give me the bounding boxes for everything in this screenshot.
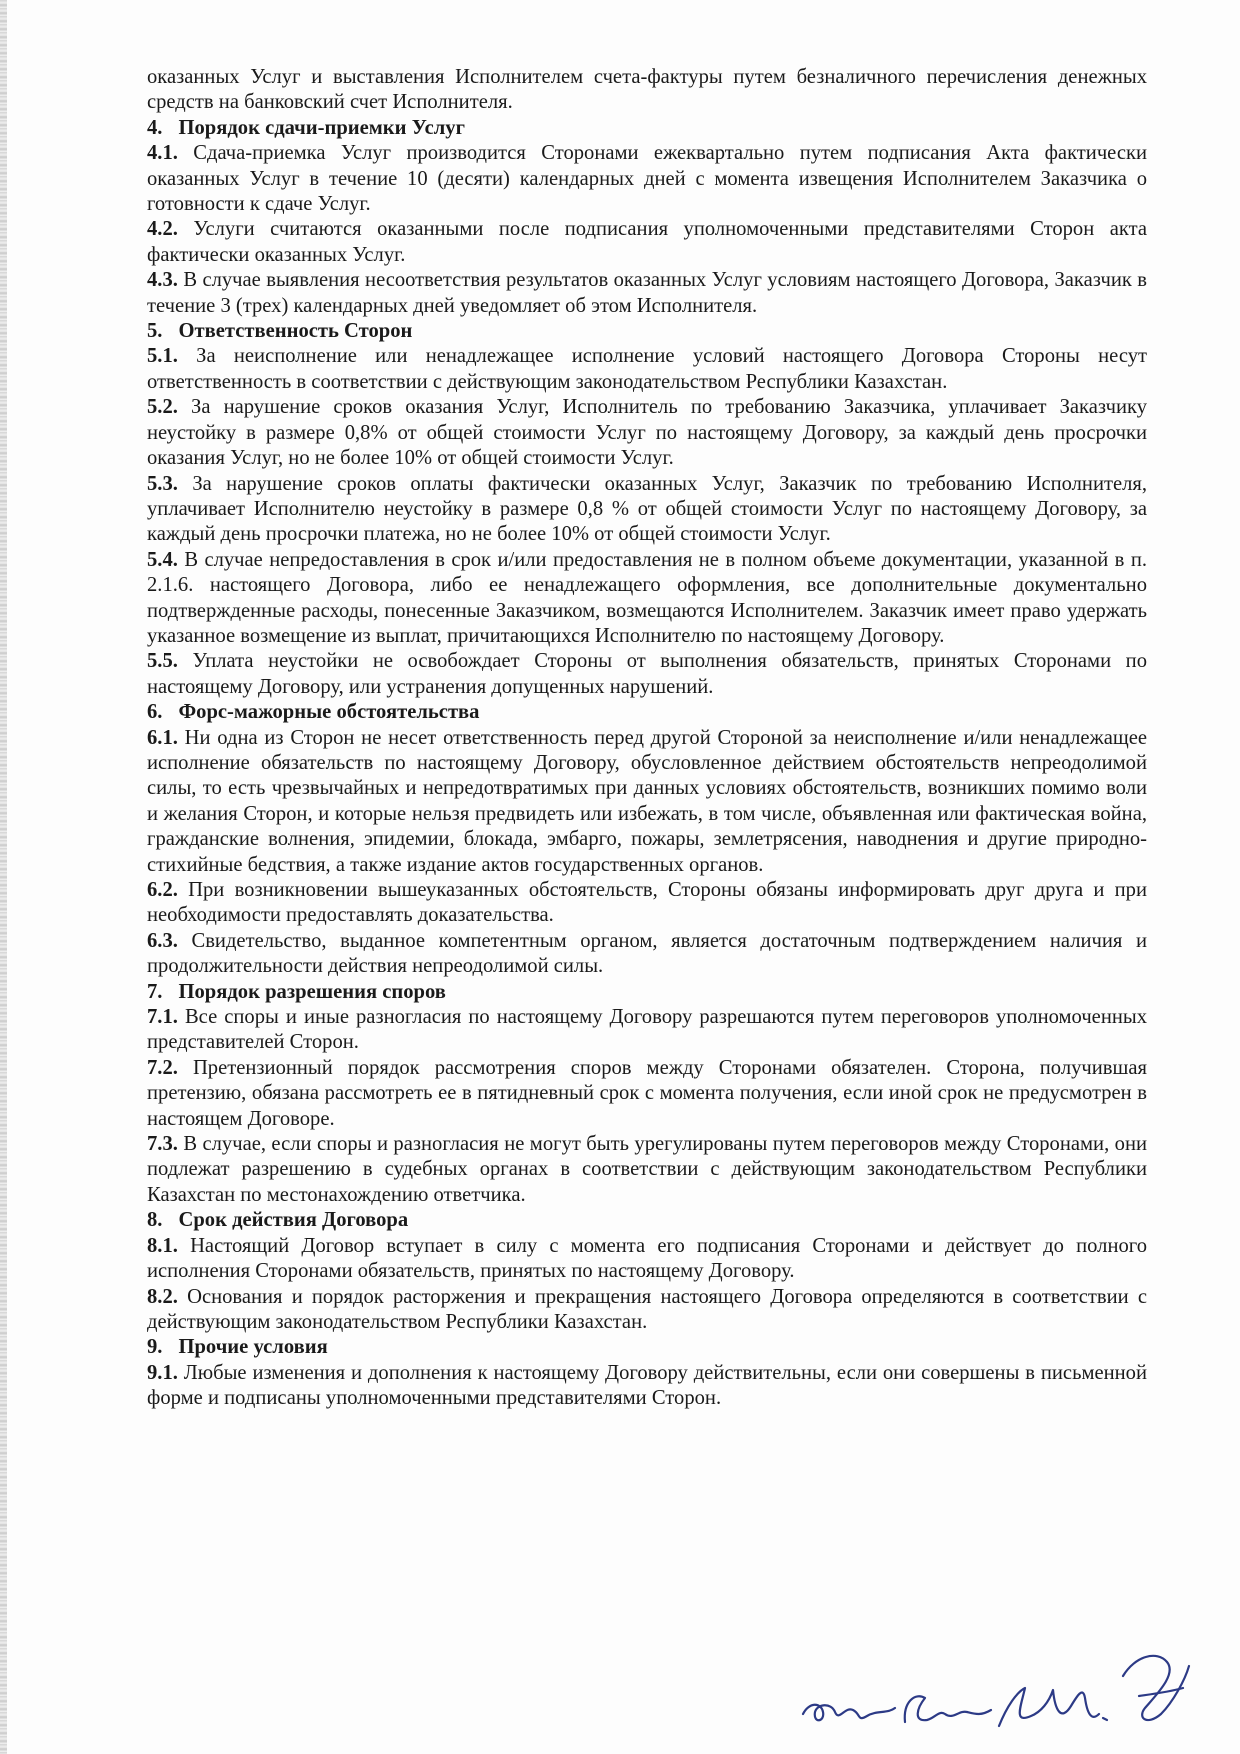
section-6 [147, 700, 1147, 979]
clause-7-1: 7.1. Все споры и иные разногласия по настоящему Договору разрешаются путем переговоров уполномоченных представителей Сторон. [147, 1006, 1147, 1054]
clause-8-2: 8.2. Основания и порядок расторжения и прекращения настоящего Договора определяются в соответствии с действующим законодательством Республики Казахстан. [147, 1285, 1147, 1333]
intro-paragraph: оказанных Услуг и выставления Исполнителем счета-фактуры путем безналичного перечисления денежных средств на банковский счет Исполнителя. [147, 66, 1147, 114]
section-9 [147, 1335, 1147, 1411]
clause-6-1: 6.1. Ни одна из Сторон не несет ответственность перед другой Стороной за неисполнение и/или ненадлежащее исполнение обязательств по настоящему Договору, обусловленное действием обстоятельств непреодолимой силы, то есть чрезвычайных и непредотвратимых при данных условиях обстоятельств, возникших помимо воли и желания Сторон, и которые нельзя предвидеть или избежать, в том числе, объявленная или фактическая война, гражданские волнения, эпидемии, блокада, эмбарго, пожары, землетрясения, наводнения и другие природно-стихийные бедствия, а также издание актов государственных органов. [147, 726, 1147, 876]
scan-edge-artifact [0, 0, 7, 1754]
clause-5-5: 5.5. Уплата неустойки не освобождает Стороны от выполнения обязательств, принятых Сторонами по настоящему Договору, или устранения допущенных нарушений. [147, 650, 1147, 698]
clause-7-3: 7.3. В случае, если споры и разногласия не могут быть урегулированы путем переговоров между Сторонами, они подлежат разрешению в судебных органах в соответствии с действующим законодательством Республики Казахстан по местонахождению ответчика. [147, 1133, 1147, 1206]
clause-9-1: 9.1. Любые изменения и дополнения к настоящему Договору действительны, если они совершены в письменной форме и подписаны уполномоченными представителями Сторон. [147, 1361, 1147, 1410]
section-heading: 8. Срок действия Договора [147, 1209, 409, 1232]
handwritten-signatures [785, 1636, 1220, 1746]
clause-4-1: 4.1. Сдача-приемка Услуг производится Сторонами ежеквартально путем подписания Акта фактически оказанных Услуг в течение 10 (десяти) календарных дней с момента извещения Исполнителем Заказчика о готовности к сдаче Услуг. [147, 142, 1148, 216]
section-heading: 6. Форс-мажорные обстоятельства [147, 701, 480, 724]
section-heading: 4. Порядок сдачи-приемки Услуг [147, 116, 465, 139]
clause-7-2: 7.2. Претензионный порядок рассмотрения споров между Сторонами обязателен. Сторона, получившая претензию, обязана рассмотреть ее в пятидневный срок с момента получения, если иной срок не предусмотрен в настоящем Договоре. [147, 1056, 1147, 1130]
clause-5-3: 5.3. За нарушение сроков оплаты фактически оказанных Услуг, Заказчик по требованию Исполнителя, уплачивает Исполнителю неустойку в размере 0,8 % от общей стоимости Услуг по настоящему Договору, за каждый день просрочки платежа, но не более 10% от общей стоимости Услуг. [147, 472, 1147, 546]
clause-5-2: 5.2. За нарушение сроков оказания Услуг, Исполнитель по требованию Заказчика, уплачивает Заказчику неустойку в размере 0,8% от общей стоимости Услуг по настоящему Договору, за каждый день просрочки оказания Услуг, но не более 10% от общей стоимости Услуг. [147, 396, 1147, 470]
clause-8-1: 8.1. Настоящий Договор вступает в силу с момента его подписания Сторонами и действует до полного исполнения Сторонами обязательств, принятых по настоящему Договору. [147, 1234, 1147, 1283]
clause-4-2: 4.2. Услуги считаются оказанными после подписания уполномоченными представителями Сторон акта фактически оказанных Услуг. [147, 218, 1147, 266]
clause-5-4: 5.4. В случае непредоставления в срок и/или предоставления не в полном объеме документации, указанной в п. 2.1.6. настоящего Договора, либо ее ненадлежащего оформления, все дополнительные документально подтвержденные расходы, понесенные Заказчиком, возмещаются Исполнителем. Заказчик имеет право удержать указанное возмещение из выплат, причитающихся Исполнителю по настоящему Договору. [147, 548, 1147, 647]
section-8 [147, 1208, 1147, 1335]
section-5 [147, 319, 1147, 700]
clause-5-1: 5.1. За неисполнение или ненадлежащее исполнение условий настоящего Договора Стороны несут ответственность в соответствии с действующим законодательством Республики Казахстан. [147, 345, 1147, 393]
section-heading: 5. Ответственность Сторон [147, 320, 413, 343]
clause-6-2: 6.2. При возникновении вышеуказанных обстоятельств, Стороны обязаны информировать друг друга и при необходимости предоставлять доказательства. [147, 879, 1147, 927]
section-7 [147, 980, 1147, 1209]
section-4 [147, 116, 1147, 319]
section-heading: 7. Порядок разрешения споров [147, 980, 446, 1003]
clause-6-3: 6.3. Свидетельство, выданное компетентным органом, является достаточным подтверждением наличия и продолжительности действия непреодолимой силы. [147, 929, 1147, 978]
contract-body [147, 65, 1147, 1412]
clause-4-3: 4.3. В случае выявления несоответствия результатов оказанных Услуг условиям настоящего Договора, Заказчик в течение 3 (трех) календарных дней уведомляет об этом Исполнителя. [147, 269, 1147, 317]
section-heading: 9. Прочие условия [147, 1336, 328, 1359]
